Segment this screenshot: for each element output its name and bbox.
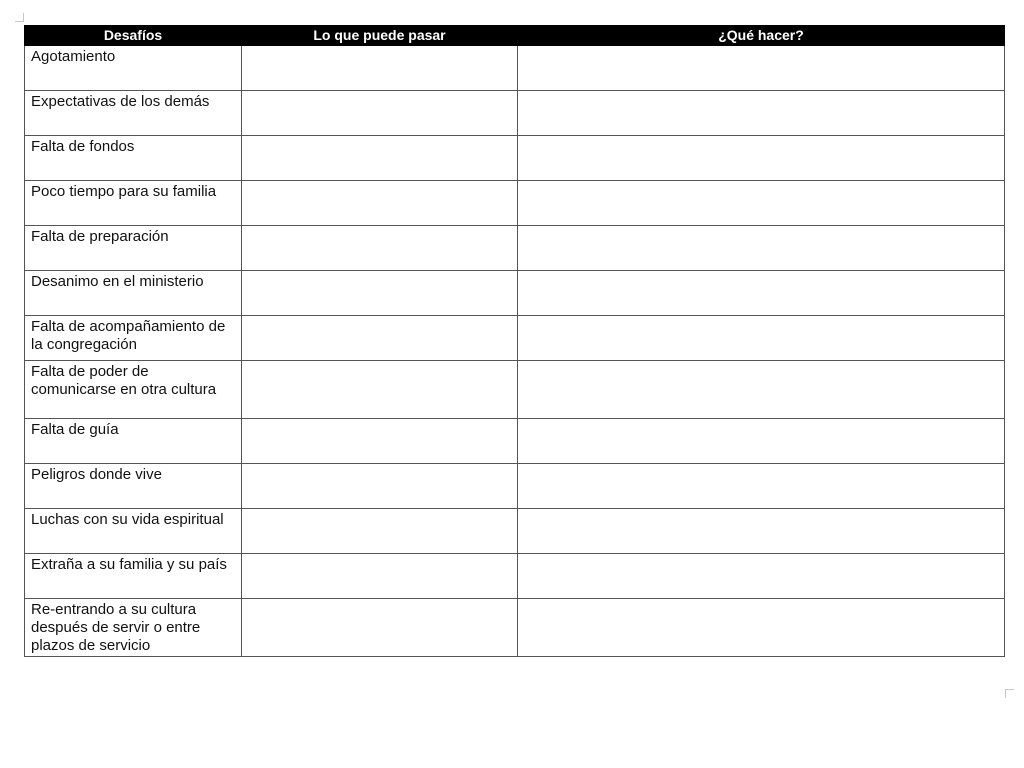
what-can-happen-cell (242, 181, 518, 226)
what-can-happen-cell (242, 554, 518, 599)
what-can-happen-cell (242, 464, 518, 509)
table-row (25, 599, 1005, 657)
header-desafios: Desafíos (25, 26, 242, 46)
table-row (25, 91, 1005, 136)
what-can-happen-cell (242, 361, 518, 419)
what-can-happen-cell (242, 316, 518, 361)
challenge-cell: Desanimo en el ministerio (25, 271, 242, 316)
what-to-do-cell (518, 464, 1005, 509)
what-to-do-cell (518, 599, 1005, 657)
table-row (25, 136, 1005, 181)
header-row (25, 26, 1005, 46)
challenge-cell: Agotamiento (25, 46, 242, 91)
what-can-happen-cell (242, 136, 518, 181)
what-to-do-cell (518, 419, 1005, 464)
challenge-cell: Luchas con su vida espiritual (25, 509, 242, 554)
header-lo-que-puede-pasar: Lo que puede pasar (242, 26, 518, 46)
table-body (25, 46, 1005, 657)
what-can-happen-cell (242, 46, 518, 91)
what-can-happen-cell (242, 226, 518, 271)
page-corner-mark-bottom-right (1005, 689, 1014, 698)
table-row (25, 361, 1005, 419)
challenge-cell: Falta de acompañamiento de la congregación (25, 316, 242, 361)
what-can-happen-cell (242, 509, 518, 554)
what-to-do-cell (518, 554, 1005, 599)
table-row (25, 271, 1005, 316)
what-to-do-cell (518, 361, 1005, 419)
challenge-cell: Expectativas de los demás (25, 91, 242, 136)
challenges-table (24, 25, 1005, 657)
table-row (25, 509, 1005, 554)
challenge-cell: Falta de fondos (25, 136, 242, 181)
what-to-do-cell (518, 181, 1005, 226)
what-can-happen-cell (242, 419, 518, 464)
page-corner-mark-top-left (15, 13, 24, 22)
what-to-do-cell (518, 91, 1005, 136)
what-to-do-cell (518, 226, 1005, 271)
table-row (25, 554, 1005, 599)
what-can-happen-cell (242, 91, 518, 136)
challenge-cell: Poco tiempo para su familia (25, 181, 242, 226)
what-to-do-cell (518, 509, 1005, 554)
table-row (25, 46, 1005, 91)
challenge-cell: Re-entrando a su cultura después de servir o entre plazos de servicio (25, 599, 242, 657)
what-can-happen-cell (242, 599, 518, 657)
challenge-cell: Falta de poder de comunicarse en otra cultura (25, 361, 242, 419)
table-row (25, 464, 1005, 509)
challenge-cell: Falta de preparación (25, 226, 242, 271)
header-que-hacer: ¿Qué hacer? (518, 26, 1005, 46)
challenge-cell: Falta de guía (25, 419, 242, 464)
what-to-do-cell (518, 271, 1005, 316)
table-row (25, 316, 1005, 361)
challenge-cell: Extraña a su familia y su país (25, 554, 242, 599)
what-to-do-cell (518, 316, 1005, 361)
challenge-cell: Peligros donde vive (25, 464, 242, 509)
table-header (25, 26, 1005, 46)
table-row (25, 419, 1005, 464)
table-row (25, 226, 1005, 271)
what-can-happen-cell (242, 271, 518, 316)
table-row (25, 181, 1005, 226)
what-to-do-cell (518, 46, 1005, 91)
what-to-do-cell (518, 136, 1005, 181)
